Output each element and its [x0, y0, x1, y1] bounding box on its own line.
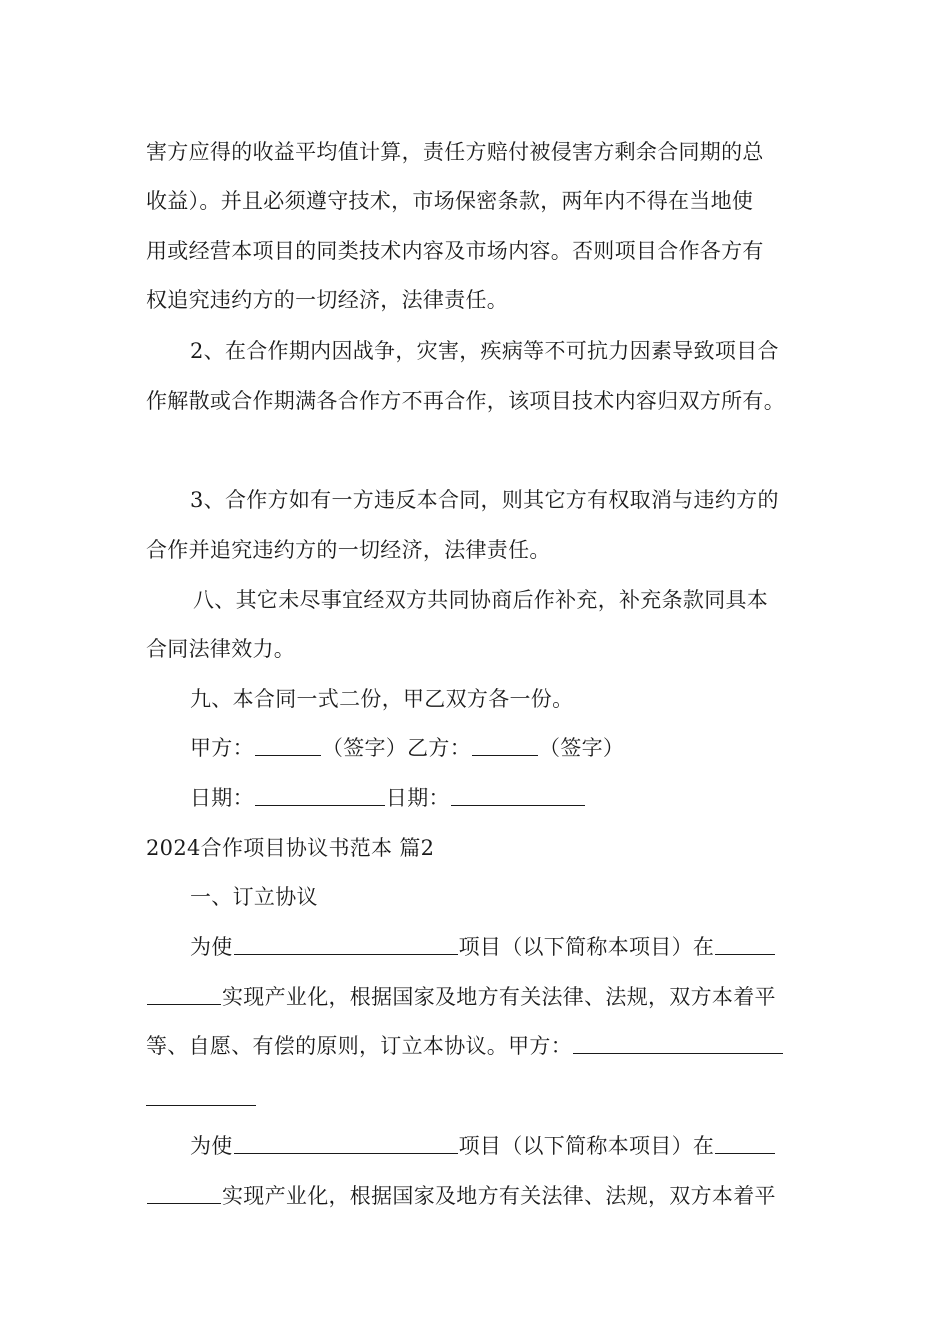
party-a-name-blank-continued [146, 1105, 256, 1106]
paragraph-prefix: 为使 [190, 1134, 233, 1158]
date-a-blank [255, 803, 385, 806]
paragraph-line [146, 985, 776, 1009]
paragraph-line: 3、合作方如有一方违反本合同，则其它方有权取消与违约方的 [190, 488, 779, 512]
location-blank [715, 952, 775, 955]
signature-line [190, 736, 624, 760]
date-a-label: 日期： [190, 786, 254, 810]
paragraph-line: 2、在合作期内因战争，灾害，疾病等不可抗力因素导致项目合 [190, 339, 779, 363]
date-line [190, 786, 586, 810]
location-blank-continued [147, 1002, 221, 1005]
paragraph-text: 实现产业化，根据国家及地方有关法律、法规，双方本着平 [222, 1184, 776, 1208]
paragraph-line [146, 1034, 784, 1058]
paragraph-prefix: 为使 [190, 935, 233, 959]
paragraph-text: 等、自愿、有偿的原则，订立本协议。甲方： [146, 1034, 572, 1058]
paragraph-line: 权追究违约方的一切经济，法律责任。 [146, 288, 509, 312]
paragraph-line: 九、本合同一式二份，甲乙双方各一份。 [190, 687, 574, 711]
paragraph-line: 合同法律效力。 [146, 637, 296, 661]
party-b-signature-blank [472, 753, 538, 756]
date-b-label: 日期： [385, 786, 450, 810]
paragraph-line: 害方应得的收益平均值计算，责任方赔付被侵害方剩余合同期的总 [146, 140, 764, 164]
party-a-name-blank [573, 1051, 783, 1054]
paragraph-middle: 项目（以下简称本项目）在 [458, 935, 715, 959]
clause-heading: 一、订立协议 [190, 885, 318, 909]
date-b-blank [451, 803, 585, 806]
paragraph-line: 八、其它未尽事宜经双方共同协商后作补充，补充条款同具本 [193, 588, 769, 612]
paragraph-middle: 项目（以下简称本项目）在 [458, 1134, 715, 1158]
paragraph-text: 实现产业化，根据国家及地方有关法律、法规，双方本着平 [222, 985, 776, 1009]
section-title: 2024合作项目协议书范本 篇2 [146, 836, 435, 860]
paragraph-line: 合作并追究违约方的一切经济，法律责任。 [146, 538, 551, 562]
party-a-signature-blank [255, 753, 321, 756]
paragraph-line [190, 1134, 776, 1158]
project-name-blank [234, 1151, 458, 1154]
location-blank-continued [147, 1201, 221, 1204]
paragraph-line: 用或经营本项目的同类技术内容及市场内容。否则项目合作各方有 [146, 239, 764, 263]
paragraph-line: 作解散或合作期满各合作方不再合作，该项目技术内容归双方所有。 [146, 389, 785, 413]
party-a-sign-note: （签字）乙方： [321, 736, 472, 760]
paragraph-line [146, 1184, 776, 1208]
party-b-sign-note: （签字） [539, 736, 625, 760]
party-a-label: 甲方： [190, 736, 254, 760]
paragraph-line: 收益）。并且必须遵守技术，市场保密条款，两年内不得在当地使 [146, 189, 754, 213]
project-name-blank [234, 952, 458, 955]
paragraph-line [190, 935, 776, 959]
location-blank [715, 1151, 775, 1154]
